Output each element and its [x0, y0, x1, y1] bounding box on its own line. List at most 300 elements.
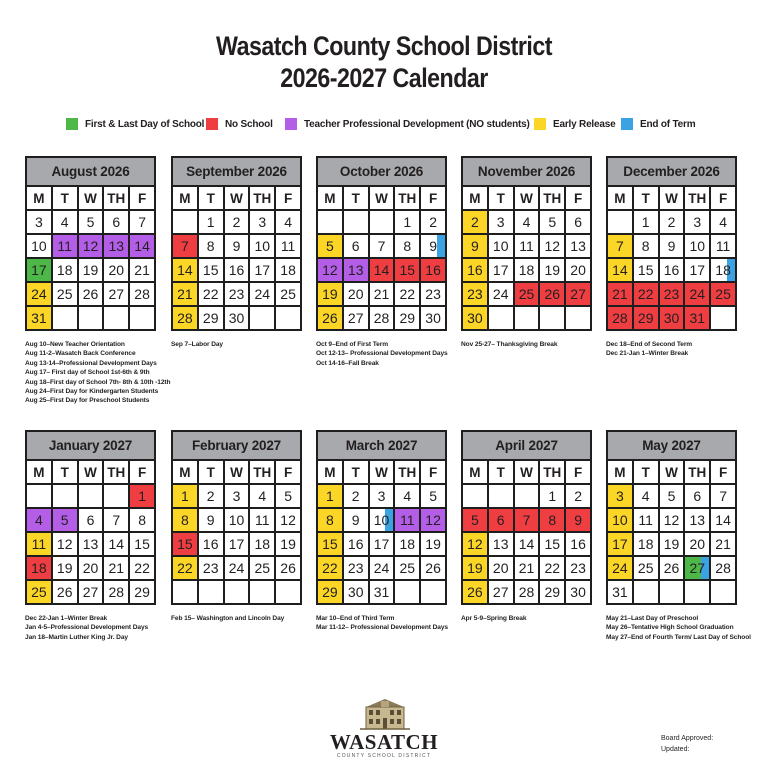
- day-number: 3: [35, 214, 43, 230]
- weekday-header: F: [421, 187, 447, 211]
- day-cell: [711, 259, 737, 283]
- day-cell: [79, 259, 105, 283]
- day-cell: [463, 307, 489, 331]
- day-cell: [79, 485, 105, 509]
- weekday-header: W: [225, 461, 251, 485]
- weekday-header: M: [27, 187, 53, 211]
- weekday-header: M: [608, 461, 634, 485]
- weekday-header: TH: [395, 187, 421, 211]
- month-calendar: [316, 156, 447, 331]
- day-cell: [130, 557, 156, 581]
- month-grid: [171, 459, 302, 605]
- day-cell: [276, 283, 302, 307]
- day-cell: [53, 283, 79, 307]
- day-number: 7: [522, 512, 531, 528]
- note-line: Oct 9–End of First Term: [316, 341, 388, 348]
- day-cell: [199, 283, 225, 307]
- day-cell: [130, 533, 156, 557]
- day-cell: [711, 307, 737, 331]
- note-line: Oct 12-13– Professional Development Days: [316, 350, 448, 358]
- day-cell: [318, 581, 344, 605]
- day-cell: [344, 509, 370, 533]
- month-notes: [606, 340, 756, 359]
- day-number: 20: [108, 262, 125, 278]
- end-of-term-marker: [437, 235, 445, 257]
- month-title: February 2027: [171, 430, 302, 459]
- day-number: 9: [206, 512, 215, 528]
- day-cell: [199, 557, 225, 581]
- month-title: September 2026: [171, 156, 302, 185]
- day-cell: [608, 235, 634, 259]
- day-cell: [660, 509, 686, 533]
- day-number: 17: [228, 536, 245, 552]
- day-number: 13: [82, 536, 99, 552]
- day-cell: [540, 533, 566, 557]
- day-cell: [634, 307, 660, 331]
- day-cell: [463, 509, 489, 533]
- day-cell: [53, 259, 79, 283]
- day-cell: [370, 509, 396, 533]
- day-cell: [27, 235, 53, 259]
- day-cell: [515, 509, 541, 533]
- day-cell: [489, 259, 515, 283]
- day-cell: [276, 485, 302, 509]
- weekday-header: T: [53, 461, 79, 485]
- day-cell: [370, 581, 396, 605]
- day-cell: [711, 533, 737, 557]
- day-cell: [463, 485, 489, 509]
- day-number: 19: [425, 536, 441, 552]
- day-number: 8: [326, 512, 334, 528]
- day-number: 14: [715, 512, 731, 528]
- weekday-header: F: [276, 187, 302, 211]
- day-number: 25: [254, 560, 271, 576]
- day-number: 10: [31, 238, 47, 254]
- day-cell: [250, 581, 276, 605]
- day-cell: [515, 235, 541, 259]
- day-number: 15: [134, 536, 150, 552]
- day-cell: [130, 211, 156, 235]
- day-number: 13: [347, 262, 364, 278]
- note-line: Nov 25-27– Thanksgiving Break: [461, 341, 558, 348]
- weekday-header: M: [318, 461, 344, 485]
- day-cell: [276, 211, 302, 235]
- day-cell: [395, 283, 421, 307]
- day-number: 23: [467, 286, 483, 302]
- weekday-header: T: [489, 187, 515, 211]
- weekday-header: TH: [104, 461, 130, 485]
- day-cell: [515, 485, 541, 509]
- weekday-header: T: [634, 187, 660, 211]
- day-cell: [515, 211, 541, 235]
- day-number: 3: [258, 214, 267, 230]
- day-cell: [27, 485, 53, 509]
- day-cell: [344, 485, 370, 509]
- legend-item: [285, 117, 530, 131]
- day-number: 17: [254, 262, 271, 278]
- weekday-header: F: [421, 461, 447, 485]
- day-number: 7: [377, 238, 386, 254]
- day-number: 24: [254, 286, 271, 302]
- day-cell: [685, 259, 711, 283]
- day-number: 24: [228, 560, 245, 576]
- day-cell: [660, 485, 686, 509]
- day-cell: [27, 581, 53, 605]
- legend-label: No School: [225, 118, 273, 130]
- day-cell: [463, 581, 489, 605]
- day-cell: [685, 283, 711, 307]
- day-number: 4: [719, 214, 727, 230]
- day-number: 16: [663, 262, 680, 278]
- day-cell: [27, 259, 53, 283]
- day-number: 27: [347, 310, 364, 326]
- day-number: 4: [60, 214, 69, 230]
- day-number: 1: [548, 488, 557, 504]
- weekday-header: TH: [250, 187, 276, 211]
- weekday-header: M: [27, 461, 53, 485]
- day-cell: [608, 557, 634, 581]
- day-cell: [250, 211, 276, 235]
- note-line: Aug 17– First day of School 1st-6th & 9th: [25, 369, 150, 377]
- day-cell: [540, 235, 566, 259]
- day-number: 22: [134, 560, 150, 576]
- day-cell: [566, 307, 592, 331]
- day-cell: [395, 235, 421, 259]
- day-cell: [225, 581, 251, 605]
- day-cell: [130, 259, 156, 283]
- day-cell: [225, 485, 251, 509]
- month-notes: [461, 340, 611, 349]
- day-number: 11: [31, 536, 47, 552]
- day-number: 25: [637, 560, 654, 576]
- day-number: 3: [232, 488, 241, 504]
- day-number: 26: [322, 310, 338, 326]
- day-number: 23: [202, 560, 219, 576]
- note-line: Aug 18–First day of School 7th- 8th & 10th -12th: [25, 378, 171, 386]
- day-cell: [27, 557, 53, 581]
- day-number: 20: [570, 262, 586, 278]
- month-title: January 2027: [25, 430, 156, 459]
- day-cell: [225, 509, 251, 533]
- day-number: 16: [202, 536, 219, 552]
- day-number: 31: [689, 310, 706, 326]
- legend-label: First & Last Day of School: [85, 118, 205, 130]
- day-cell: [370, 283, 396, 307]
- day-number: 30: [347, 584, 364, 600]
- day-cell: [463, 557, 489, 581]
- day-number: 7: [138, 214, 146, 230]
- note-line: Oct 14-16–Fall Break: [316, 359, 379, 367]
- day-cell: [79, 283, 105, 307]
- day-cell: [566, 259, 592, 283]
- legend-swatch: [66, 118, 78, 130]
- day-cell: [566, 533, 592, 557]
- day-number: 17: [689, 262, 706, 278]
- day-cell: [634, 557, 660, 581]
- day-cell: [566, 509, 592, 533]
- day-number: 16: [347, 536, 364, 552]
- month-calendar: [25, 430, 156, 605]
- day-cell: [225, 259, 251, 283]
- day-number: 24: [31, 286, 47, 302]
- day-number: 8: [641, 238, 650, 254]
- weekday-header: TH: [395, 461, 421, 485]
- month-title: October 2026: [316, 156, 447, 185]
- month-title: May 2027: [606, 430, 737, 459]
- day-number: 7: [112, 512, 121, 528]
- day-number: 23: [570, 560, 586, 576]
- day-cell: [27, 509, 53, 533]
- day-number: 19: [82, 262, 99, 278]
- day-number: 6: [496, 512, 505, 528]
- day-number: 5: [284, 488, 292, 504]
- day-cell: [608, 509, 634, 533]
- note-line: Aug 10–New Teacher Orientation: [25, 341, 125, 348]
- day-cell: [225, 283, 251, 307]
- day-cell: [104, 283, 130, 307]
- day-cell: [660, 307, 686, 331]
- day-number: 12: [663, 512, 680, 528]
- day-number: 24: [689, 286, 706, 302]
- day-cell: [566, 235, 592, 259]
- note-line: Jan 4-5–Professional Development Days: [25, 624, 149, 632]
- day-cell: [515, 283, 541, 307]
- day-cell: [685, 235, 711, 259]
- weekday-header: TH: [540, 187, 566, 211]
- day-number: 8: [548, 512, 557, 528]
- day-number: 16: [570, 536, 586, 552]
- day-number: 23: [347, 560, 364, 576]
- day-number: 27: [689, 560, 706, 576]
- day-cell: [711, 509, 737, 533]
- day-cell: [104, 581, 130, 605]
- day-cell: [463, 235, 489, 259]
- day-cell: [250, 509, 276, 533]
- day-cell: [395, 211, 421, 235]
- day-number: 10: [492, 238, 509, 254]
- month-notes: [316, 614, 466, 633]
- day-number: 15: [202, 262, 219, 278]
- note-line: May 27–End of Fourth Term/ Last Day of School: [606, 633, 751, 641]
- day-number: 20: [347, 286, 364, 302]
- day-number: 27: [82, 584, 99, 600]
- day-cell: [515, 259, 541, 283]
- day-number: 9: [574, 512, 582, 528]
- month-calendar: [171, 430, 302, 605]
- day-cell: [276, 557, 302, 581]
- day-cell: [276, 509, 302, 533]
- day-cell: [173, 259, 199, 283]
- day-number: 28: [612, 310, 628, 326]
- day-number: 14: [373, 262, 390, 278]
- day-cell: [276, 533, 302, 557]
- day-number: 7: [719, 488, 727, 504]
- day-cell: [250, 235, 276, 259]
- day-number: 18: [56, 262, 73, 278]
- day-cell: [540, 509, 566, 533]
- day-cell: [463, 283, 489, 307]
- month-notes: [171, 340, 321, 349]
- day-cell: [370, 211, 396, 235]
- day-cell: [370, 557, 396, 581]
- weekday-header: W: [225, 187, 251, 211]
- month-grid: [461, 459, 592, 605]
- day-cell: [370, 485, 396, 509]
- day-cell: [608, 211, 634, 235]
- day-cell: [344, 283, 370, 307]
- day-cell: [685, 581, 711, 605]
- note-line: Sep 7–Labor Day: [171, 341, 224, 348]
- day-number: 4: [284, 214, 292, 230]
- day-cell: [685, 307, 711, 331]
- day-cell: [27, 211, 53, 235]
- day-cell: [608, 581, 634, 605]
- day-number: 22: [202, 286, 219, 302]
- day-number: 11: [280, 238, 296, 254]
- weekday-header: T: [53, 187, 79, 211]
- day-number: 20: [689, 536, 706, 552]
- day-number: 2: [667, 214, 676, 230]
- day-cell: [104, 557, 130, 581]
- day-number: 1: [181, 488, 189, 504]
- day-number: 29: [202, 310, 219, 326]
- day-number: 2: [206, 488, 215, 504]
- day-number: 27: [108, 286, 125, 302]
- day-number: 13: [492, 536, 509, 552]
- weekday-header: F: [711, 461, 737, 485]
- day-cell: [370, 235, 396, 259]
- day-cell: [276, 581, 302, 605]
- day-number: 11: [638, 512, 653, 528]
- day-cell: [540, 557, 566, 581]
- day-number: 25: [56, 286, 73, 302]
- board-approved-label: Board Approved:: [661, 735, 714, 742]
- day-number: 2: [351, 488, 360, 504]
- day-number: 29: [637, 310, 654, 326]
- month-grid: [461, 185, 592, 331]
- day-cell: [711, 235, 737, 259]
- day-number: 30: [663, 310, 680, 326]
- day-cell: [250, 533, 276, 557]
- day-number: 27: [570, 286, 586, 302]
- day-cell: [276, 307, 302, 331]
- day-cell: [79, 211, 105, 235]
- note-line: Mar 10–End of Third Term: [316, 615, 395, 622]
- day-cell: [634, 259, 660, 283]
- day-cell: [173, 283, 199, 307]
- month-calendar: [316, 430, 447, 605]
- day-number: 31: [31, 310, 47, 326]
- month-calendar: [606, 430, 737, 605]
- day-number: 30: [228, 310, 245, 326]
- day-cell: [225, 211, 251, 235]
- day-number: 20: [82, 560, 99, 576]
- day-number: 5: [86, 214, 95, 230]
- day-cell: [199, 211, 225, 235]
- weekday-header: T: [344, 461, 370, 485]
- day-number: 5: [548, 214, 557, 230]
- day-number: 28: [177, 310, 193, 326]
- month-calendar: [606, 156, 737, 331]
- month-grid: [316, 185, 447, 331]
- district-logo: [326, 698, 442, 760]
- legend-label: Early Release: [553, 118, 616, 130]
- day-number: 23: [663, 286, 680, 302]
- day-number: 3: [377, 488, 386, 504]
- month-notes: [25, 340, 175, 406]
- day-number: 29: [134, 584, 150, 600]
- day-number: 10: [689, 238, 706, 254]
- day-cell: [344, 533, 370, 557]
- day-cell: [53, 533, 79, 557]
- day-number: 4: [35, 512, 43, 528]
- note-line: Aug 25–First Day for Preschool Students: [25, 397, 150, 405]
- day-cell: [395, 509, 421, 533]
- day-cell: [634, 509, 660, 533]
- day-number: 8: [403, 238, 412, 254]
- day-number: 30: [467, 310, 483, 326]
- month-notes: [171, 614, 321, 623]
- day-cell: [344, 235, 370, 259]
- legend-label: End of Term: [640, 118, 696, 130]
- day-number: 26: [280, 560, 296, 576]
- day-cell: [395, 533, 421, 557]
- day-cell: [250, 283, 276, 307]
- day-cell: [540, 581, 566, 605]
- month-title: December 2026: [606, 156, 737, 185]
- day-number: 31: [373, 584, 390, 600]
- day-cell: [489, 533, 515, 557]
- day-cell: [318, 235, 344, 259]
- day-cell: [421, 485, 447, 509]
- legend-swatch: [621, 118, 633, 130]
- weekday-header: W: [79, 187, 105, 211]
- month-notes: [461, 614, 611, 623]
- day-cell: [79, 581, 105, 605]
- weekday-header: F: [566, 461, 592, 485]
- weekday-header: T: [634, 461, 660, 485]
- day-cell: [276, 259, 302, 283]
- day-cell: [53, 485, 79, 509]
- day-number: 11: [57, 238, 72, 254]
- day-cell: [463, 259, 489, 283]
- page-subtitle: 2026-2027 Calendar: [280, 63, 488, 93]
- day-number: 4: [641, 488, 650, 504]
- day-number: 3: [496, 214, 505, 230]
- day-number: 2: [232, 214, 241, 230]
- month-calendar: [461, 430, 592, 605]
- day-cell: [489, 557, 515, 581]
- day-number: 3: [693, 214, 702, 230]
- day-cell: [104, 533, 130, 557]
- day-number: 19: [544, 262, 561, 278]
- weekday-header: F: [130, 461, 156, 485]
- day-cell: [225, 307, 251, 331]
- legend-item: [66, 117, 204, 131]
- note-line: Dec 18–End of Second Term: [606, 341, 693, 348]
- day-number: 29: [322, 584, 338, 600]
- day-cell: [421, 259, 447, 283]
- day-number: 19: [322, 286, 338, 302]
- day-number: 29: [399, 310, 416, 326]
- day-number: 16: [467, 262, 483, 278]
- legend-swatch: [206, 118, 218, 130]
- day-cell: [566, 581, 592, 605]
- day-cell: [318, 509, 344, 533]
- day-number: 27: [492, 584, 509, 600]
- day-number: 14: [177, 262, 193, 278]
- day-cell: [489, 485, 515, 509]
